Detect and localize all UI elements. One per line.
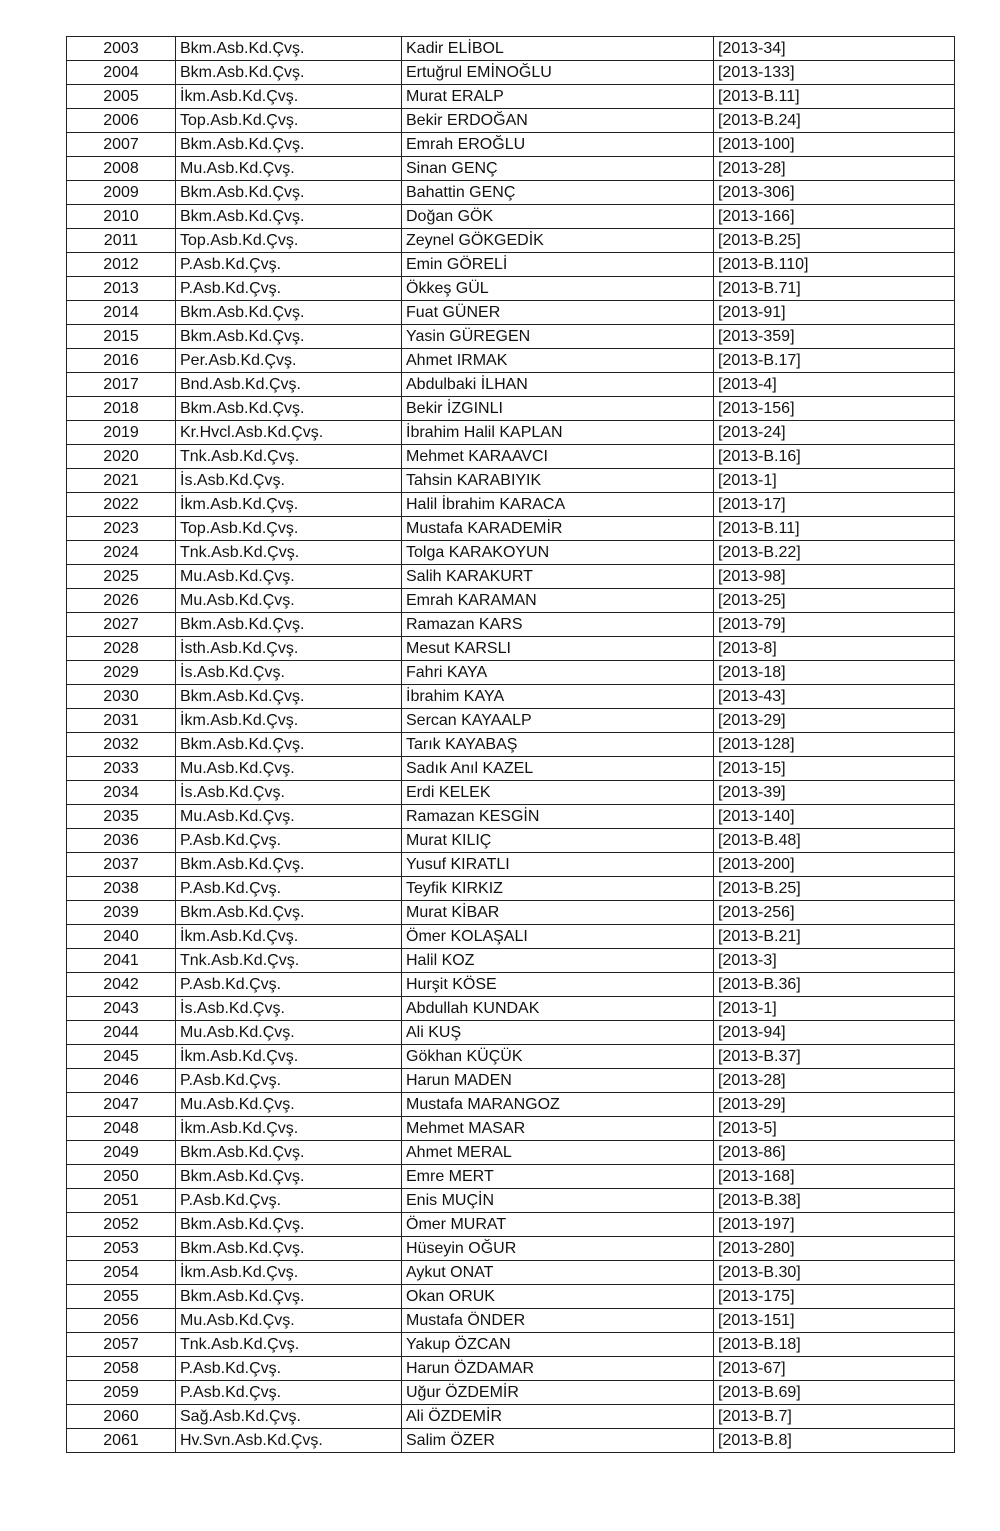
table-row [67,733,955,757]
full-name-cell: Kadir ELİBOL [402,37,714,61]
row-number-cell: 2040 [67,925,176,949]
row-number-cell: 2047 [67,1093,176,1117]
table-row [67,109,955,133]
table-row [67,1261,955,1285]
unit-rank-cell: Sağ.Asb.Kd.Çvş. [176,1405,402,1429]
reference-code-cell: [2013-B.18] [714,1333,955,1357]
row-number-cell: 2038 [67,877,176,901]
table-row [67,157,955,181]
unit-rank-cell: Bkm.Asb.Kd.Çvş. [176,733,402,757]
full-name-cell: Tolga KARAKOYUN [402,541,714,565]
unit-rank-cell: İkm.Asb.Kd.Çvş. [176,709,402,733]
full-name-cell: Emrah EROĞLU [402,133,714,157]
table-row [67,469,955,493]
full-name-cell: Salih KARAKURT [402,565,714,589]
row-number-cell: 2021 [67,469,176,493]
reference-code-cell: [2013-140] [714,805,955,829]
reference-code-cell: [2013-B.17] [714,349,955,373]
row-number-cell: 2054 [67,1261,176,1285]
table-body [67,37,955,1453]
reference-code-cell: [2013-B.110] [714,253,955,277]
unit-rank-cell: İs.Asb.Kd.Çvş. [176,997,402,1021]
full-name-cell: İbrahim KAYA [402,685,714,709]
full-name-cell: Fuat GÜNER [402,301,714,325]
row-number-cell: 2035 [67,805,176,829]
row-number-cell: 2042 [67,973,176,997]
full-name-cell: Teyfik KIRKIZ [402,877,714,901]
unit-rank-cell: Tnk.Asb.Kd.Çvş. [176,445,402,469]
reference-code-cell: [2013-100] [714,133,955,157]
table-row [67,637,955,661]
full-name-cell: Abdulbaki İLHAN [402,373,714,397]
row-number-cell: 2061 [67,1429,176,1453]
full-name-cell: Salim ÖZER [402,1429,714,1453]
reference-code-cell: [2013-B.38] [714,1189,955,1213]
unit-rank-cell: Bkm.Asb.Kd.Çvş. [176,181,402,205]
table-row [67,397,955,421]
unit-rank-cell: Bkm.Asb.Kd.Çvş. [176,901,402,925]
unit-rank-cell: Mu.Asb.Kd.Çvş. [176,589,402,613]
reference-code-cell: [2013-28] [714,1069,955,1093]
unit-rank-cell: Bkm.Asb.Kd.Çvş. [176,685,402,709]
reference-code-cell: [2013-B.69] [714,1381,955,1405]
reference-code-cell: [2013-B.11] [714,517,955,541]
row-number-cell: 2009 [67,181,176,205]
row-number-cell: 2026 [67,589,176,613]
full-name-cell: Bekir İZGINLI [402,397,714,421]
table-row [67,589,955,613]
row-number-cell: 2011 [67,229,176,253]
full-name-cell: İbrahim Halil KAPLAN [402,421,714,445]
full-name-cell: Mustafa ÖNDER [402,1309,714,1333]
row-number-cell: 2025 [67,565,176,589]
row-number-cell: 2004 [67,61,176,85]
table-row [67,349,955,373]
unit-rank-cell: P.Asb.Kd.Çvş. [176,1069,402,1093]
table-row [67,1189,955,1213]
full-name-cell: Mehmet KARAAVCI [402,445,714,469]
full-name-cell: Ahmet IRMAK [402,349,714,373]
reference-code-cell: [2013-128] [714,733,955,757]
reference-code-cell: [2013-B.21] [714,925,955,949]
reference-code-cell: [2013-94] [714,1021,955,1045]
unit-rank-cell: Mu.Asb.Kd.Çvş. [176,1309,402,1333]
unit-rank-cell: Top.Asb.Kd.Çvş. [176,517,402,541]
table-row [67,709,955,733]
full-name-cell: Hüseyin OĞUR [402,1237,714,1261]
full-name-cell: Bahattin GENÇ [402,181,714,205]
full-name-cell: Halil İbrahim KARACA [402,493,714,517]
reference-code-cell: [2013-B.24] [714,109,955,133]
reference-code-cell: [2013-168] [714,1165,955,1189]
unit-rank-cell: Bkm.Asb.Kd.Çvş. [176,133,402,157]
unit-rank-cell: Bkm.Asb.Kd.Çvş. [176,205,402,229]
full-name-cell: Abdullah KUNDAK [402,997,714,1021]
reference-code-cell: [2013-86] [714,1141,955,1165]
table-row [67,1333,955,1357]
reference-code-cell: [2013-25] [714,589,955,613]
unit-rank-cell: İsth.Asb.Kd.Çvş. [176,637,402,661]
table-row [67,829,955,853]
row-number-cell: 2037 [67,853,176,877]
unit-rank-cell: P.Asb.Kd.Çvş. [176,1189,402,1213]
table-row [67,325,955,349]
full-name-cell: Hurşit KÖSE [402,973,714,997]
full-name-cell: Halil KOZ [402,949,714,973]
reference-code-cell: [2013-359] [714,325,955,349]
reference-code-cell: [2013-306] [714,181,955,205]
reference-code-cell: [2013-B.37] [714,1045,955,1069]
full-name-cell: Ali KUŞ [402,1021,714,1045]
reference-code-cell: [2013-B.22] [714,541,955,565]
full-name-cell: Ahmet MERAL [402,1141,714,1165]
full-name-cell: Erdi KELEK [402,781,714,805]
reference-code-cell: [2013-B.36] [714,973,955,997]
reference-code-cell: [2013-256] [714,901,955,925]
table-row [67,925,955,949]
full-name-cell: Okan ORUK [402,1285,714,1309]
unit-rank-cell: Mu.Asb.Kd.Çvş. [176,805,402,829]
row-number-cell: 2020 [67,445,176,469]
full-name-cell: Emre MERT [402,1165,714,1189]
reference-code-cell: [2013-28] [714,157,955,181]
full-name-cell: Murat ERALP [402,85,714,109]
full-name-cell: Doğan GÖK [402,205,714,229]
table-row [67,1237,955,1261]
row-number-cell: 2022 [67,493,176,517]
unit-rank-cell: Per.Asb.Kd.Çvş. [176,349,402,373]
full-name-cell: Mustafa KARADEMİR [402,517,714,541]
row-number-cell: 2059 [67,1381,176,1405]
unit-rank-cell: İkm.Asb.Kd.Çvş. [176,1261,402,1285]
row-number-cell: 2051 [67,1189,176,1213]
row-number-cell: 2043 [67,997,176,1021]
table-row [67,1357,955,1381]
full-name-cell: Yasin GÜREGEN [402,325,714,349]
unit-rank-cell: P.Asb.Kd.Çvş. [176,253,402,277]
reference-code-cell: [2013-17] [714,493,955,517]
unit-rank-cell: P.Asb.Kd.Çvş. [176,973,402,997]
table-row [67,1117,955,1141]
table-row [67,949,955,973]
table-row [67,85,955,109]
row-number-cell: 2018 [67,397,176,421]
row-number-cell: 2045 [67,1045,176,1069]
row-number-cell: 2007 [67,133,176,157]
unit-rank-cell: Kr.Hvcl.Asb.Kd.Çvş. [176,421,402,445]
row-number-cell: 2023 [67,517,176,541]
table-row [67,181,955,205]
reference-code-cell: [2013-B.25] [714,877,955,901]
reference-code-cell: [2013-B.16] [714,445,955,469]
row-number-cell: 2003 [67,37,176,61]
full-name-cell: Ertuğrul EMİNOĞLU [402,61,714,85]
table-row [67,37,955,61]
table-row [67,421,955,445]
reference-code-cell: [2013-4] [714,373,955,397]
reference-code-cell: [2013-151] [714,1309,955,1333]
table-row [67,805,955,829]
full-name-cell: Tarık KAYABAŞ [402,733,714,757]
reference-code-cell: [2013-197] [714,1213,955,1237]
row-number-cell: 2046 [67,1069,176,1093]
row-number-cell: 2031 [67,709,176,733]
full-name-cell: Mesut KARSLI [402,637,714,661]
reference-code-cell: [2013-39] [714,781,955,805]
unit-rank-cell: İs.Asb.Kd.Çvş. [176,661,402,685]
unit-rank-cell: İkm.Asb.Kd.Çvş. [176,1045,402,1069]
unit-rank-cell: Bkm.Asb.Kd.Çvş. [176,397,402,421]
reference-code-cell: [2013-29] [714,709,955,733]
reference-code-cell: [2013-B.71] [714,277,955,301]
reference-code-cell: [2013-29] [714,1093,955,1117]
reference-code-cell: [2013-1] [714,469,955,493]
row-number-cell: 2029 [67,661,176,685]
unit-rank-cell: İkm.Asb.Kd.Çvş. [176,925,402,949]
table-row [67,1381,955,1405]
reference-code-cell: [2013-175] [714,1285,955,1309]
table-row [67,493,955,517]
unit-rank-cell: Mu.Asb.Kd.Çvş. [176,1093,402,1117]
row-number-cell: 2010 [67,205,176,229]
reference-code-cell: [2013-B.48] [714,829,955,853]
reference-code-cell: [2013-8] [714,637,955,661]
table-row [67,517,955,541]
reference-code-cell: [2013-280] [714,1237,955,1261]
table-row [67,613,955,637]
reference-code-cell: [2013-24] [714,421,955,445]
table-row [67,1045,955,1069]
row-number-cell: 2017 [67,373,176,397]
reference-code-cell: [2013-B.25] [714,229,955,253]
row-number-cell: 2024 [67,541,176,565]
reference-code-cell: [2013-34] [714,37,955,61]
unit-rank-cell: Bkm.Asb.Kd.Çvş. [176,301,402,325]
table-row [67,277,955,301]
full-name-cell: Emrah KARAMAN [402,589,714,613]
unit-rank-cell: Tnk.Asb.Kd.Çvş. [176,949,402,973]
full-name-cell: Ali ÖZDEMİR [402,1405,714,1429]
table-row [67,757,955,781]
row-number-cell: 2049 [67,1141,176,1165]
unit-rank-cell: Bkm.Asb.Kd.Çvş. [176,61,402,85]
unit-rank-cell: İkm.Asb.Kd.Çvş. [176,85,402,109]
table-row [67,301,955,325]
row-number-cell: 2044 [67,1021,176,1045]
unit-rank-cell: Top.Asb.Kd.Çvş. [176,229,402,253]
row-number-cell: 2016 [67,349,176,373]
unit-rank-cell: İs.Asb.Kd.Çvş. [176,469,402,493]
table-row [67,853,955,877]
unit-rank-cell: P.Asb.Kd.Çvş. [176,277,402,301]
full-name-cell: Ökkeş GÜL [402,277,714,301]
unit-rank-cell: İkm.Asb.Kd.Çvş. [176,1117,402,1141]
table-row [67,1285,955,1309]
reference-code-cell: [2013-156] [714,397,955,421]
unit-rank-cell: P.Asb.Kd.Çvş. [176,1357,402,1381]
full-name-cell: Uğur ÖZDEMİR [402,1381,714,1405]
row-number-cell: 2032 [67,733,176,757]
table-row [67,445,955,469]
row-number-cell: 2027 [67,613,176,637]
full-name-cell: Enis MUÇİN [402,1189,714,1213]
full-name-cell: Ömer MURAT [402,1213,714,1237]
table-row [67,1141,955,1165]
unit-rank-cell: Bkm.Asb.Kd.Çvş. [176,325,402,349]
row-number-cell: 2055 [67,1285,176,1309]
unit-rank-cell: Tnk.Asb.Kd.Çvş. [176,541,402,565]
unit-rank-cell: Hv.Svn.Asb.Kd.Çvş. [176,1429,402,1453]
reference-code-cell: [2013-98] [714,565,955,589]
personnel-list-table [66,36,955,1453]
row-number-cell: 2058 [67,1357,176,1381]
unit-rank-cell: Mu.Asb.Kd.Çvş. [176,157,402,181]
table-row [67,373,955,397]
reference-code-cell: [2013-91] [714,301,955,325]
table-row [67,1021,955,1045]
full-name-cell: Aykut ONAT [402,1261,714,1285]
reference-code-cell: [2013-43] [714,685,955,709]
table-row [67,1309,955,1333]
table-row [67,541,955,565]
unit-rank-cell: Bkm.Asb.Kd.Çvş. [176,37,402,61]
row-number-cell: 2050 [67,1165,176,1189]
table-row [67,205,955,229]
reference-code-cell: [2013-B.30] [714,1261,955,1285]
full-name-cell: Sadık Anıl KAZEL [402,757,714,781]
row-number-cell: 2008 [67,157,176,181]
full-name-cell: Yusuf KIRATLI [402,853,714,877]
full-name-cell: Ramazan KESGİN [402,805,714,829]
full-name-cell: Zeynel GÖKGEDİK [402,229,714,253]
table-row [67,229,955,253]
row-number-cell: 2052 [67,1213,176,1237]
reference-code-cell: [2013-B.8] [714,1429,955,1453]
table-row [67,565,955,589]
table-row [67,997,955,1021]
unit-rank-cell: Mu.Asb.Kd.Çvş. [176,757,402,781]
unit-rank-cell: Bkm.Asb.Kd.Çvş. [176,853,402,877]
full-name-cell: Mehmet MASAR [402,1117,714,1141]
reference-code-cell: [2013-200] [714,853,955,877]
reference-code-cell: [2013-18] [714,661,955,685]
unit-rank-cell: Bkm.Asb.Kd.Çvş. [176,1141,402,1165]
table-row [67,1429,955,1453]
row-number-cell: 2012 [67,253,176,277]
row-number-cell: 2030 [67,685,176,709]
full-name-cell: Ramazan KARS [402,613,714,637]
reference-code-cell: [2013-79] [714,613,955,637]
unit-rank-cell: Bkm.Asb.Kd.Çvş. [176,1237,402,1261]
unit-rank-cell: İs.Asb.Kd.Çvş. [176,781,402,805]
table-row [67,1165,955,1189]
row-number-cell: 2019 [67,421,176,445]
table-row [67,661,955,685]
row-number-cell: 2048 [67,1117,176,1141]
unit-rank-cell: İkm.Asb.Kd.Çvş. [176,493,402,517]
unit-rank-cell: Mu.Asb.Kd.Çvş. [176,565,402,589]
row-number-cell: 2014 [67,301,176,325]
full-name-cell: Mustafa MARANGOZ [402,1093,714,1117]
row-number-cell: 2060 [67,1405,176,1429]
table-row [67,877,955,901]
full-name-cell: Sercan KAYAALP [402,709,714,733]
row-number-cell: 2015 [67,325,176,349]
unit-rank-cell: Bkm.Asb.Kd.Çvş. [176,1165,402,1189]
reference-code-cell: [2013-166] [714,205,955,229]
table-row [67,61,955,85]
table-row [67,133,955,157]
full-name-cell: Ömer KOLAŞALI [402,925,714,949]
full-name-cell: Murat KILIÇ [402,829,714,853]
row-number-cell: 2056 [67,1309,176,1333]
unit-rank-cell: Mu.Asb.Kd.Çvş. [176,1021,402,1045]
unit-rank-cell: Bkm.Asb.Kd.Çvş. [176,1285,402,1309]
table-row [67,1069,955,1093]
table-row [67,1405,955,1429]
row-number-cell: 2013 [67,277,176,301]
reference-code-cell: [2013-15] [714,757,955,781]
unit-rank-cell: Bkm.Asb.Kd.Çvş. [176,1213,402,1237]
unit-rank-cell: P.Asb.Kd.Çvş. [176,829,402,853]
full-name-cell: Yakup ÖZCAN [402,1333,714,1357]
table-row [67,685,955,709]
table-row [67,253,955,277]
row-number-cell: 2036 [67,829,176,853]
row-number-cell: 2053 [67,1237,176,1261]
reference-code-cell: [2013-B.7] [714,1405,955,1429]
unit-rank-cell: Bkm.Asb.Kd.Çvş. [176,613,402,637]
row-number-cell: 2057 [67,1333,176,1357]
full-name-cell: Fahri KAYA [402,661,714,685]
reference-code-cell: [2013-1] [714,997,955,1021]
reference-code-cell: [2013-B.11] [714,85,955,109]
row-number-cell: 2005 [67,85,176,109]
row-number-cell: 2033 [67,757,176,781]
full-name-cell: Tahsin KARABIYIK [402,469,714,493]
table-row [67,973,955,997]
full-name-cell: Gökhan KÜÇÜK [402,1045,714,1069]
row-number-cell: 2039 [67,901,176,925]
unit-rank-cell: Bnd.Asb.Kd.Çvş. [176,373,402,397]
unit-rank-cell: P.Asb.Kd.Çvş. [176,1381,402,1405]
reference-code-cell: [2013-67] [714,1357,955,1381]
table-row [67,781,955,805]
row-number-cell: 2041 [67,949,176,973]
full-name-cell: Sinan GENÇ [402,157,714,181]
full-name-cell: Harun MADEN [402,1069,714,1093]
row-number-cell: 2034 [67,781,176,805]
full-name-cell: Emin GÖRELİ [402,253,714,277]
table-row [67,1213,955,1237]
table-row [67,1093,955,1117]
row-number-cell: 2028 [67,637,176,661]
table-row [67,901,955,925]
full-name-cell: Bekir ERDOĞAN [402,109,714,133]
unit-rank-cell: Tnk.Asb.Kd.Çvş. [176,1333,402,1357]
reference-code-cell: [2013-5] [714,1117,955,1141]
unit-rank-cell: P.Asb.Kd.Çvş. [176,877,402,901]
unit-rank-cell: Top.Asb.Kd.Çvş. [176,109,402,133]
full-name-cell: Murat KİBAR [402,901,714,925]
reference-code-cell: [2013-3] [714,949,955,973]
full-name-cell: Harun ÖZDAMAR [402,1357,714,1381]
row-number-cell: 2006 [67,109,176,133]
reference-code-cell: [2013-133] [714,61,955,85]
